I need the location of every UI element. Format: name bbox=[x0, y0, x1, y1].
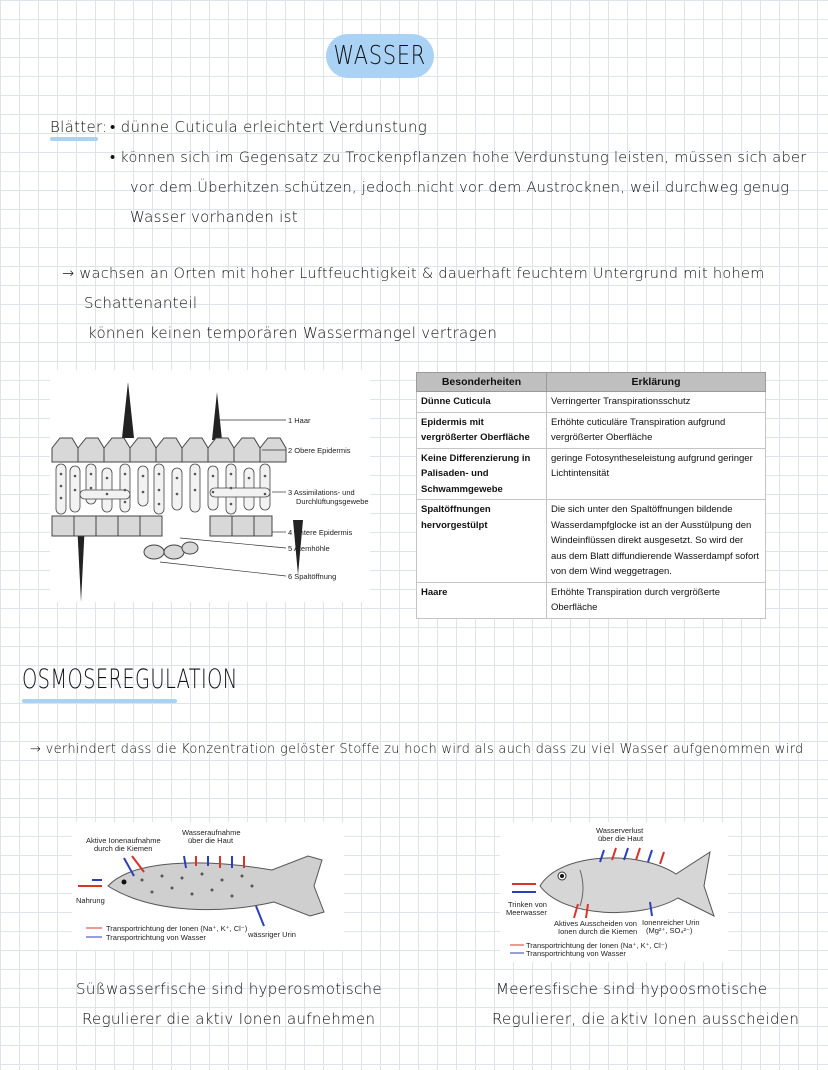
fresh-label-water-uptake: Wasseraufnahme bbox=[182, 828, 241, 837]
table-cell-value: Erhöhte cuticuläre Transpiration aufgrund vergrößerter Oberfläche bbox=[547, 412, 766, 448]
diagram-label-6: 6 Spaltöffnung bbox=[288, 572, 337, 581]
blaetter-bullet-2-line-3: Wasser vorhanden ist bbox=[130, 208, 298, 226]
leaf-cross-section-diagram bbox=[50, 370, 370, 602]
sea-label-drink: Trinken von bbox=[508, 900, 547, 909]
table bbox=[416, 372, 766, 619]
table-row bbox=[417, 412, 766, 448]
seawater-caption-2: Regulierer, die aktiv Ionen ausscheiden bbox=[492, 1010, 800, 1028]
mesophyll bbox=[56, 464, 270, 514]
sea-label-water-loss-2: über die Haut bbox=[598, 834, 644, 843]
stoma bbox=[144, 542, 198, 559]
table-row bbox=[417, 582, 766, 618]
table-row bbox=[417, 500, 766, 583]
trout-eye bbox=[122, 880, 127, 885]
table-header: Besonderheiten bbox=[417, 373, 547, 392]
diagram-label-5: 5 Atemhöhle bbox=[288, 544, 330, 553]
blaetter-bullet-2-line-1: • können sich im Gegensatz zu Trockenpflanzen hohe Verdunstung leisten, müssen sich aber bbox=[110, 150, 807, 166]
diagram-label-3: 3 Assimilations- und bbox=[288, 488, 355, 497]
blaetter-bullet-2-line-2: vor dem Überhitzen schützen, jedoch nicht vor dem Austrocknen, weil durchweg genug bbox=[130, 180, 790, 196]
section-underline bbox=[22, 699, 177, 703]
trout-body bbox=[108, 856, 324, 916]
seawater-caption-1: Meeresfische sind hypoosmotische bbox=[496, 980, 768, 998]
fresh-label-urine: wässriger Urin bbox=[248, 930, 296, 939]
table-cell-value: Verringerter Transpirationsschutz bbox=[547, 392, 766, 413]
blaetter-label: Blätter: bbox=[50, 118, 108, 136]
fresh-legend-water: Transportrichtung von Wasser bbox=[106, 933, 206, 942]
diagram-label-1: 1 Haar bbox=[288, 416, 311, 425]
sea-legend-water: Transportrichtung von Wasser bbox=[526, 949, 626, 958]
table-row bbox=[417, 392, 766, 413]
hair-top-left bbox=[122, 382, 134, 438]
osmo-definition: → verhindert dass die Konzentration gelöster Stoffe zu hoch wird als auch dass zu viel Wasser aufgenommen wird bbox=[30, 742, 804, 757]
table-cell-value: geringe Fotosyntheseleistung aufgrund geringer Lichtintensität bbox=[547, 448, 766, 500]
sea-label-excrete: Aktives Ausscheiden von bbox=[554, 919, 637, 928]
sea-label-urine: Ionenreicher Urin bbox=[642, 918, 700, 927]
diagram-label-4: 4 Untere Epidermis bbox=[288, 528, 353, 537]
fresh-legend-ions: Transportrichtung der Ionen (Na⁺, K⁺, Cl⁻) bbox=[106, 924, 248, 933]
label-underline bbox=[50, 137, 98, 141]
blaetter-bullet-1: • dünne Cuticula erleichtert Verdunstung bbox=[110, 118, 428, 136]
sea-fish-pupil bbox=[560, 874, 564, 878]
sea-label-drink-2: Meerwasser bbox=[506, 908, 547, 917]
sea-label-water-loss: Wasserverlust bbox=[596, 826, 644, 835]
conclusion-line-3: können keinen temporären Wassermangel vertragen bbox=[88, 324, 498, 342]
freshwater-fish-figure bbox=[72, 822, 344, 950]
page-title: WASSER bbox=[333, 41, 427, 71]
sea-label-urine-2: (Mg²⁺, SO₄²⁻) bbox=[646, 926, 693, 935]
diagram-label-3b: Durchlüftungsgewebe bbox=[296, 497, 369, 506]
fresh-label-water-uptake-2: über die Haut bbox=[188, 836, 234, 845]
hair-top-right bbox=[212, 392, 222, 440]
table-header-row bbox=[417, 373, 766, 392]
table-row bbox=[417, 448, 766, 500]
table-cell-value: Erhöhte Transpiration durch vergrößerte Oberfläche bbox=[547, 582, 766, 618]
conclusion-line-2: Schattenanteil bbox=[84, 294, 198, 312]
diagram-label-2: 2 Obere Epidermis bbox=[288, 446, 351, 455]
seawater-fish-figure bbox=[500, 822, 728, 962]
freshwater-caption-2: Regulierer die aktiv Ionen aufnehmen bbox=[82, 1010, 376, 1028]
upper-epidermis bbox=[52, 438, 286, 462]
fresh-label-ion-uptake: Aktive Ionenaufnahme bbox=[86, 836, 161, 845]
sea-fish-body bbox=[540, 852, 714, 916]
fresh-label-food: Nahrung bbox=[76, 896, 105, 905]
table-cell-key: Dünne Cuticula bbox=[417, 392, 547, 413]
sea-legend-ions: Transportrichtung der Ionen (Na⁺, K⁺, Cl⁻) bbox=[526, 941, 668, 950]
features-table bbox=[416, 372, 766, 619]
section-title-osmoregulation: OSMOSEREGULATION bbox=[22, 664, 238, 695]
fresh-label-ion-uptake-2: durch die Kiemen bbox=[94, 844, 153, 853]
table-cell-key: Keine Differenzierung in Palisaden- und Schwammgewebe bbox=[417, 448, 547, 500]
leaf-diagram-svg bbox=[50, 370, 370, 602]
title-badge bbox=[326, 34, 434, 78]
table-cell-key: Epidermis mit vergrößerter Oberfläche bbox=[417, 412, 547, 448]
conclusion-line-1: → wachsen an Orten mit hoher Luftfeuchtigkeit & dauerhaft feuchtem Untergrund mit hohem bbox=[62, 266, 765, 282]
sea-label-excrete-2: Ionen durch die Kiemen bbox=[558, 927, 638, 936]
table-header: Erklärung bbox=[547, 373, 766, 392]
table-cell-value: Die sich unter den Spaltöffnungen bildende Wasserdampfglocke ist an der Ausstülpung den Windeinflüssen direkt ausgesetzt. So wird der aus dem Blatt diffundierende Wasserdampf sofort von dem Wind weggetragen. bbox=[547, 500, 766, 583]
table-cell-key: Haare bbox=[417, 582, 547, 618]
lower-epidermis bbox=[52, 516, 272, 536]
table-cell-key: Spaltöffnungen hervorgestülpt bbox=[417, 500, 547, 583]
freshwater-caption-1: Süßwasserfische sind hyperosmotische bbox=[76, 980, 382, 998]
